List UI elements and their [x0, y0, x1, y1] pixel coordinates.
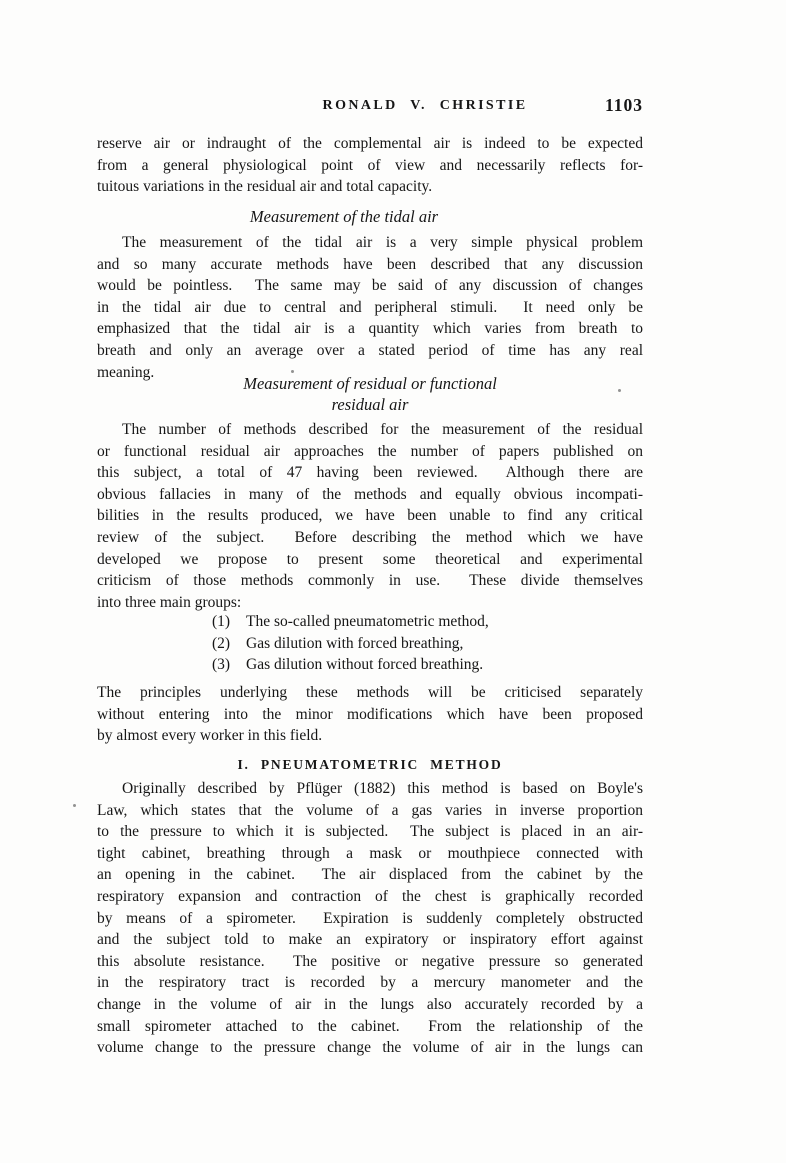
text-line: The principles underlying these methods will be criticised separately	[97, 684, 643, 701]
paragraph-tidal-air	[97, 232, 643, 383]
list-item-marker: (3)	[212, 656, 231, 674]
list-item	[212, 611, 489, 633]
text-line: reserve air or indraught of the complemental air is indeed to be expected	[97, 135, 643, 152]
text-line: bilities in the results produced, we have been unable to find any critical	[97, 507, 643, 525]
text-line: criticism of those methods commonly in use. These divide themselves	[97, 572, 643, 590]
paragraph-principles	[97, 682, 643, 747]
list-item-text: Gas dilution with forced breathing,	[246, 634, 464, 652]
heading-measurement-residual-air	[97, 373, 643, 415]
heading-measurement-tidal-air	[97, 206, 643, 227]
list-item	[212, 654, 489, 676]
page-number: 1103	[604, 95, 643, 115]
text-line: in the respiratory tract is recorded by a mercury manometer and the	[97, 974, 643, 992]
scan-speck	[618, 389, 621, 392]
text-line: and so many accurate methods have been described that any discussion	[97, 255, 643, 273]
heading-text: Measurement of the tidal air	[249, 207, 439, 226]
text-line: into three main groups:	[97, 593, 242, 611]
text-line: in the tidal air due to central and peripheral stimuli. It need only be	[97, 298, 643, 316]
text-line: and the subject told to make an expiratory or inspiratory effort against	[97, 931, 643, 949]
list-item-text: Gas dilution without forced breathing.	[246, 656, 484, 674]
text-line: to the pressure to which it is subjected. The subject is placed in an air-	[97, 823, 643, 841]
text-line: The number of methods described for the measurement of the residual	[122, 421, 643, 438]
text-line: tuitous variations in the residual air and total capacity.	[97, 178, 433, 196]
list-item-marker: (1)	[212, 613, 231, 630]
text-line: or functional residual air approaches the number of papers published on	[97, 442, 643, 460]
text-line: by means of a spirometer. Expiration is suddenly completely obstructed	[97, 909, 643, 927]
running-head-author: RONALD V. CHRISTIE	[322, 98, 528, 113]
text-line: meaning.	[97, 363, 155, 381]
paragraph-residual-air	[97, 419, 643, 613]
heading-pneumatometric-method	[97, 754, 643, 776]
scan-speck	[73, 804, 76, 807]
text-line: obvious fallacies in many of the methods and equally obvious incompati-	[97, 485, 643, 503]
list-item-marker: (2)	[212, 634, 231, 652]
list-item-text: The so-called pneumatometric method,	[246, 613, 489, 630]
text-line: this absolute resistance. The positive or negative pressure so generated	[97, 952, 643, 970]
scan-speck	[291, 370, 294, 373]
text-line: from a general physiological point of view and necessarily reflects for-	[97, 156, 643, 174]
text-line: an opening in the cabinet. The air displaced from the cabinet by the	[97, 866, 643, 884]
heading-text-line: residual air	[331, 395, 409, 414]
text-line: without entering into the minor modifications which have been proposed	[97, 705, 643, 723]
text-line: tight cabinet, breathing through a mask or mouthpiece connected with	[97, 844, 643, 862]
paragraph-pneumatometric	[97, 778, 643, 1059]
page-header	[97, 96, 643, 120]
text-line: Law, which states that the volume of a gas varies in inverse proportion	[97, 801, 643, 819]
text-line: respiratory expansion and contraction of the chest is graphically recorded	[97, 887, 643, 905]
text-line: developed we propose to present some theoretical and experimental	[97, 550, 643, 568]
text-line: review of the subject. Before describing the method which we have	[97, 528, 643, 546]
text-line: emphasized that the tidal air is a quantity which varies from breath to	[97, 320, 643, 338]
text-line: would be pointless. The same may be said of any discussion of changes	[97, 277, 643, 295]
heading-text: I. PNEUMATOMETRIC METHOD	[237, 757, 503, 772]
text-line: small spirometer attached to the cabinet. From the relationship of the	[97, 1017, 643, 1035]
text-line: change in the volume of air in the lungs also accurately recorded by a	[97, 995, 643, 1013]
text-line: by almost every worker in this field.	[97, 727, 323, 745]
text-line: volume change to the pressure change the volume of air in the lungs can	[97, 1039, 643, 1057]
paragraph-intro	[97, 133, 643, 198]
list-item	[212, 633, 489, 655]
text-line: The measurement of the tidal air is a very simple physical problem	[122, 234, 643, 251]
methods-numbered-list	[212, 611, 489, 676]
text-line: breath and only an average over a stated period of time has any real	[97, 341, 643, 359]
text-line: Originally described by Pflüger (1882) this method is based on Boyle's	[122, 780, 643, 797]
heading-text-line: Measurement of residual or functional	[243, 374, 497, 393]
text-line: this subject, a total of 47 having been reviewed. Although there are	[97, 464, 643, 482]
